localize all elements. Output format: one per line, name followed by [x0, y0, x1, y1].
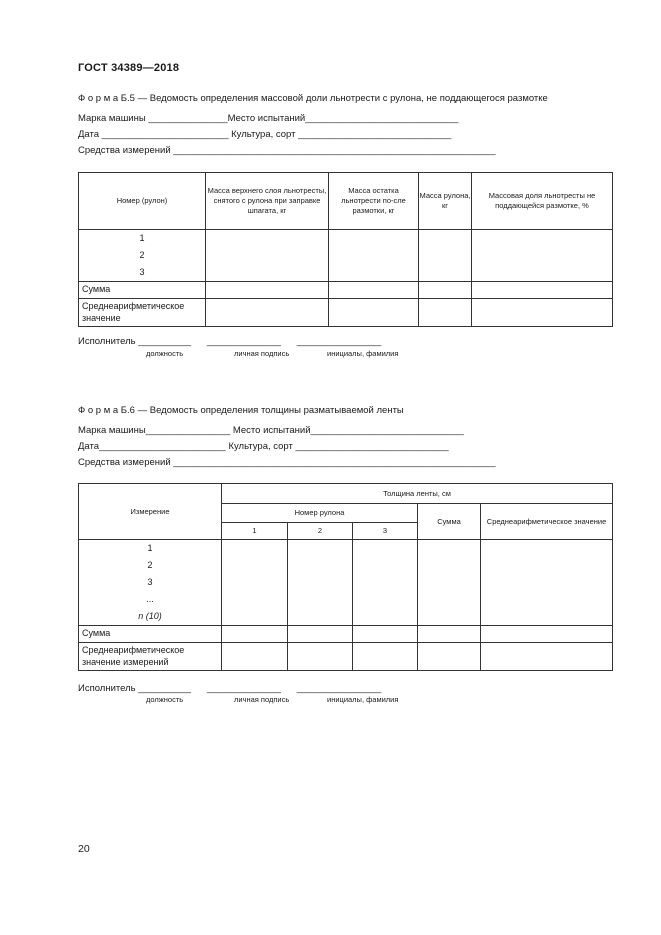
b5-sig-name: инициалы, фамилия — [327, 349, 399, 358]
form-b6-machine-line: Марка машины________________ Место испытаний_____________________________ — [78, 425, 464, 436]
form-b5-machine-line: Марка машины _______________Место испытаний_____________________________ — [78, 113, 459, 124]
page-number: 20 — [78, 843, 90, 855]
b6-cell[interactable] — [353, 626, 418, 643]
b6-cell[interactable] — [222, 626, 288, 643]
b5-row-numbers — [79, 230, 206, 282]
document-standard-code: ГОСТ 34389—2018 — [78, 62, 180, 74]
form-b6-table — [78, 483, 613, 671]
b5-row-1: 1 — [139, 233, 145, 243]
b5-row-3: 3 — [139, 267, 145, 277]
form-b6-header-row-1 — [79, 484, 613, 504]
b5-cell[interactable] — [419, 282, 472, 299]
b5-mean-label: Среднеарифметическое значение — [79, 299, 206, 327]
b6-roll-2: 2 — [288, 523, 353, 540]
form-b5-title: Ф о р м а Б.5 — Ведомость определения массовой доли льнотрести с рулона, не поддающегося размотке — [78, 93, 548, 104]
b5-col-mass-fraction: Массовая доля льнотресты не поддающейся размотке, % — [472, 173, 613, 230]
b6-cell[interactable] — [418, 540, 481, 626]
b6-mean-label: Среднеарифметическое значение измерений — [79, 643, 222, 671]
b6-sig-signature: личная подпись — [234, 695, 290, 704]
b6-cell[interactable] — [481, 540, 613, 626]
b5-col-remainder-mass: Масса остатка льнотрести по-сле размотки, кг — [329, 173, 419, 230]
b5-cell[interactable] — [419, 299, 472, 327]
b6-row-ellipsis: ... — [146, 594, 154, 604]
b6-row-2: 2 — [147, 560, 153, 570]
b5-cell[interactable] — [472, 282, 613, 299]
b5-sig-position: должность — [146, 349, 184, 358]
b5-cell[interactable] — [206, 282, 329, 299]
b6-col-sum: Сумма — [418, 504, 481, 540]
form-b5-signature-line: Исполнитель __________ ______________ ________________ — [78, 336, 382, 347]
b6-row-numbers — [79, 540, 222, 626]
form-b5-header-row — [79, 173, 613, 230]
b6-cell[interactable] — [222, 540, 288, 626]
form-b6-data-rows — [79, 540, 613, 626]
b6-col-thickness: Толщина ленты, см — [222, 484, 613, 504]
b6-roll-1: 1 — [222, 523, 288, 540]
b5-cell[interactable] — [472, 230, 613, 282]
form-b6-date-line: Дата________________________ Культура, сорт _____________________________ — [78, 441, 449, 452]
b6-cell[interactable] — [481, 626, 613, 643]
b6-col-roll-number: Номер рулона — [222, 504, 418, 523]
b6-sig-name: инициалы, фамилия — [327, 695, 399, 704]
b6-roll-3: 3 — [353, 523, 418, 540]
b5-cell[interactable] — [206, 230, 329, 282]
b5-col-top-layer-mass: Масса верхнего слоя льнотресты, снятого с рулона при заправке шпагата, кг — [206, 173, 329, 230]
form-b5-table — [78, 172, 613, 327]
b6-row-n: n (10) — [138, 611, 162, 621]
b5-row-2: 2 — [139, 250, 145, 260]
b6-cell[interactable] — [288, 540, 353, 626]
b6-row-3: 3 — [147, 577, 153, 587]
b5-cell[interactable] — [329, 299, 419, 327]
b6-cell[interactable] — [353, 540, 418, 626]
b6-row-1: 1 — [147, 543, 153, 553]
form-b6-instruments-line: Средства измерений _____________________________________________________________ — [78, 457, 496, 468]
form-b6-mean-row — [79, 643, 613, 671]
b6-col-measurement: Измерение — [79, 484, 222, 540]
form-b5-mean-row — [79, 299, 613, 327]
b6-cell[interactable] — [481, 643, 613, 671]
b6-cell[interactable] — [353, 643, 418, 671]
b6-cell[interactable] — [418, 626, 481, 643]
b6-cell[interactable] — [222, 643, 288, 671]
form-b5-data-rows — [79, 230, 613, 282]
b5-cell[interactable] — [329, 282, 419, 299]
b5-cell[interactable] — [206, 299, 329, 327]
form-b6-sum-row — [79, 626, 613, 643]
form-b5-sum-row — [79, 282, 613, 299]
b6-col-mean: Среднеарифметическое значение — [481, 504, 613, 540]
b6-cell[interactable] — [418, 643, 481, 671]
form-b6-signature-line: Исполнитель __________ ______________ ________________ — [78, 683, 382, 694]
b6-sig-position: должность — [146, 695, 184, 704]
b5-sig-signature: личная подпись — [234, 349, 290, 358]
b6-cell[interactable] — [288, 626, 353, 643]
b5-cell[interactable] — [419, 230, 472, 282]
b5-cell[interactable] — [472, 299, 613, 327]
form-b6-title: Ф о р м а Б.6 — Ведомость определения толщины разматываемой ленты — [78, 405, 404, 416]
b5-col-roll-mass: Масса рулона, кг — [419, 173, 472, 230]
b5-cell[interactable] — [329, 230, 419, 282]
b5-col-number: Номер (рулон) — [79, 173, 206, 230]
b5-sum-label: Сумма — [79, 282, 206, 299]
form-b5-date-line: Дата ________________________ Культура, сорт _____________________________ — [78, 129, 452, 140]
b6-sum-label: Сумма — [79, 626, 222, 643]
form-b5-instruments-line: Средства измерений _____________________________________________________________ — [78, 145, 496, 156]
b6-cell[interactable] — [288, 643, 353, 671]
